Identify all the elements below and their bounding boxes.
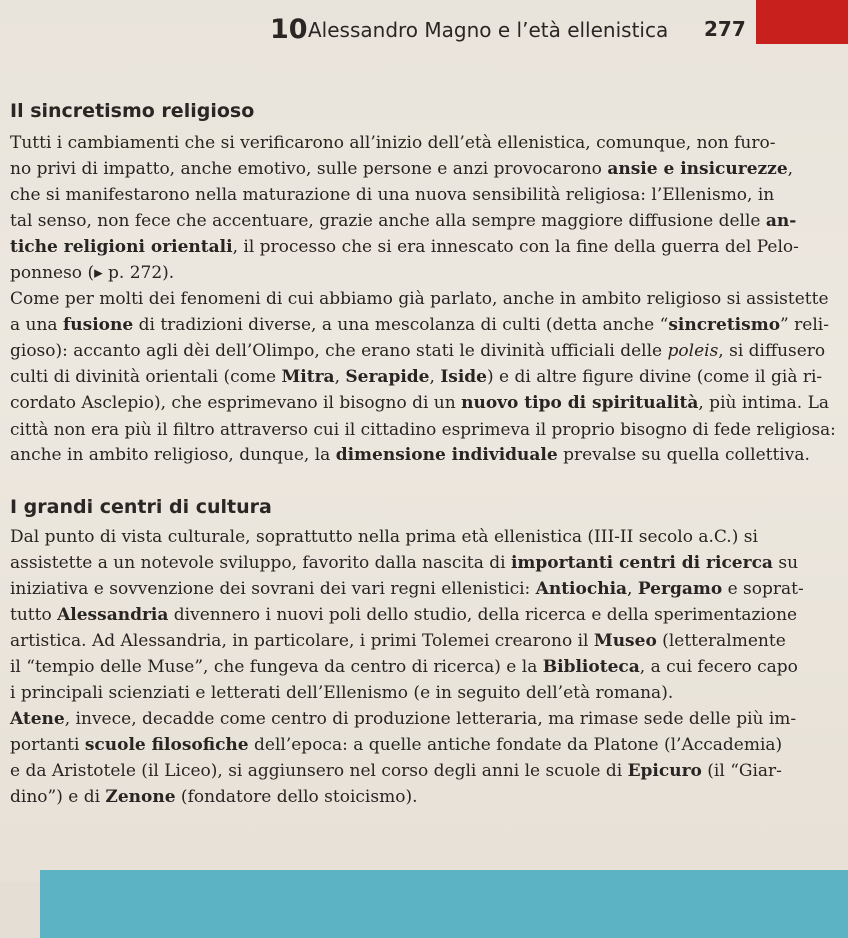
text-line: gioso): accanto agli dèi dell’Olimpo, che erano stati le divinità ufficiali delle poleis, si diffusero [10, 341, 826, 361]
section-heading-centri-cultura: I grandi centri di cultura [10, 496, 272, 518]
text-line: anche in ambito religioso, dunque, la dimensione individuale prevalse su quella collettiva. [10, 445, 810, 465]
text-line: Atene, invece, decadde come centro di produzione letteraria, ma rimase sede delle più im- [10, 709, 797, 729]
text-line: Come per molti dei fenomeni di cui abbiamo già parlato, anche in ambito religioso si assistette [10, 289, 829, 309]
text-line: ponneso (▸ p. 272). [10, 263, 175, 283]
text-line: i principali scienziati e letterati dell’Ellenismo (e in seguito dell’età romana). [10, 683, 674, 703]
text-line: no privi di impatto, anche emotivo, sulle persone e anzi provocarono ansie e insicurezze, [10, 159, 794, 179]
text-line: assistette a un notevole sviluppo, favorito dalla nascita di importanti centri di ricerca su [10, 553, 799, 573]
text-line: iniziativa e sovvenzione dei sovrani dei vari regni ellenistici: Antiochia, Pergamo e soprat- [10, 579, 804, 599]
text-line: a una fusione di tradizioni diverse, a una mescolanza di culti (detta anche “sincretismo” reli- [10, 315, 829, 335]
chapter-number: 10 [270, 14, 308, 45]
text-line: Dal punto di vista culturale, soprattutto nella prima età ellenistica (III-II secolo a.C.) si [10, 527, 758, 547]
page-bottom-edge [0, 882, 40, 938]
text-line: che si manifestarono nella maturazione di una nuova sensibilità religiosa: l’Ellenismo, in [10, 185, 775, 205]
page-header [270, 14, 770, 48]
text-line: portanti scuole filosofiche dell’epoca: a quelle antiche fondate da Platone (l’Accademia) [10, 735, 783, 755]
page-number: 277 [704, 17, 746, 41]
text-line: tal senso, non fece che accentuare, grazie anche alla sempre maggiore diffusione delle an- [10, 211, 797, 231]
section-heading-sincretismo: Il sincretismo religioso [10, 100, 255, 122]
teal-box-edge [40, 870, 848, 938]
chapter-title: Alessandro Magno e l’età ellenistica [308, 18, 669, 42]
text-line: tiche religioni orientali, il processo che si era innescato con la fine della guerra del Pelo- [10, 237, 799, 257]
text-line: tutto Alessandria divennero i nuovi poli dello studio, della ricerca e della sperimentazione [10, 605, 798, 625]
text-line: il “tempio delle Muse”, che fungeva da centro di ricerca) e la Biblioteca, a cui fecero capo [10, 657, 798, 677]
text-line: dino”) e di Zenone (fondatore dello stoicismo). [10, 787, 418, 807]
text-line: cordato Asclepio), che esprimevano il bisogno di un nuovo tipo di spiritualità, più intima. La [10, 393, 829, 413]
text-line: e da Aristotele (il Liceo), si aggiunsero nel corso degli anni le scuole di Epicuro (il “Giar- [10, 761, 782, 781]
text-line: artistica. Ad Alessandria, in particolare, i primi Tolemei crearono il Museo (letteralmente [10, 631, 786, 651]
text-line: città non era più il filtro attraverso cui il cittadino esprimeva il proprio bisogno di fede religiosa: [10, 419, 836, 439]
text-line: culti di divinità orientali (come Mitra, Serapide, Iside) e di altre figure divine (come il già ri- [10, 367, 823, 387]
text-line: Tutti i cambiamenti che si verificarono all’inizio dell’età ellenistica, comunque, non furo- [10, 133, 776, 153]
